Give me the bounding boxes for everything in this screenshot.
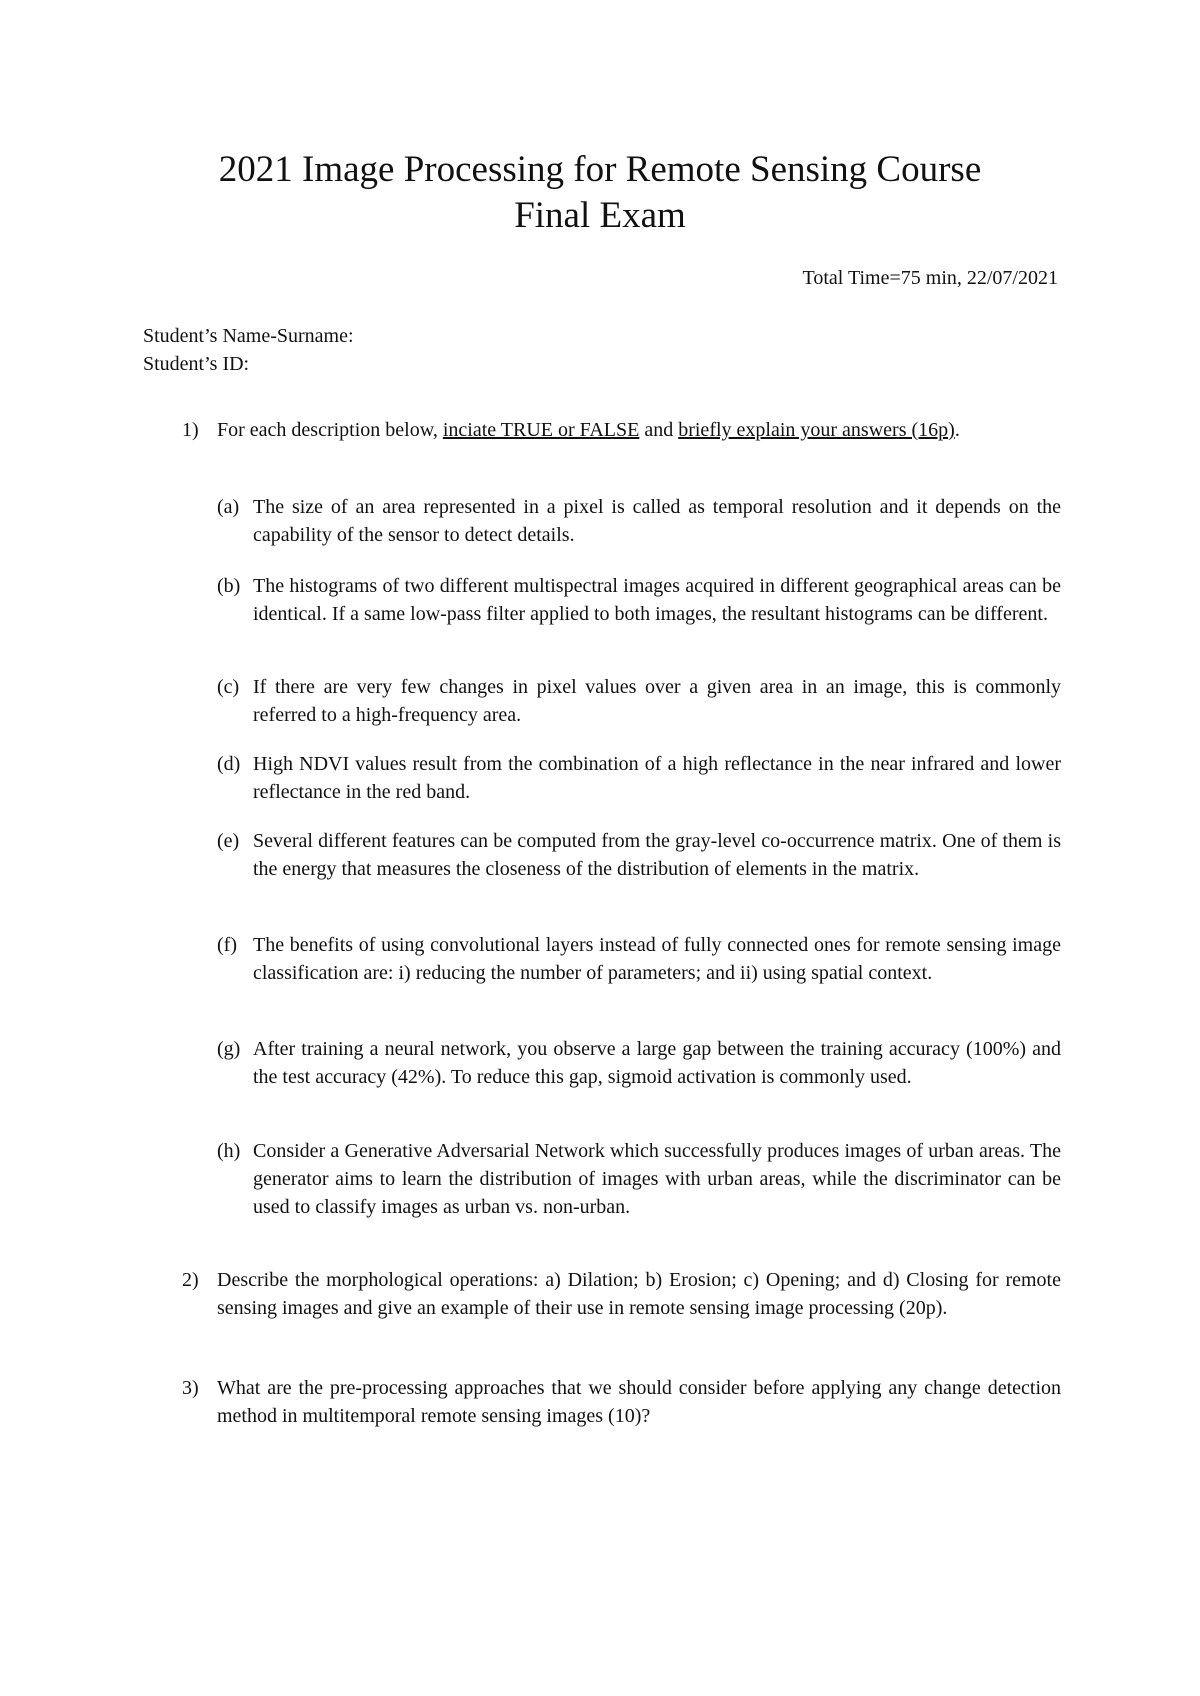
item-label: (d) [217, 753, 241, 775]
exam-subtitle: Final Exam [514, 195, 686, 236]
item-text: After training a neural network, you observe a large gap between the training accuracy (100%) and the test accuracy (42%). To reduce this gap, sigmoid activation is commonly used. [253, 1038, 1061, 1088]
question-1-item-c [217, 673, 1061, 729]
question-number: 1) [182, 419, 199, 441]
item-text: The histograms of two different multispectral images acquired in different geographical areas can be identical. If a same low-pass filter applied to both images, the resultant histograms can be different. [253, 575, 1061, 625]
item-text: If there are very few changes in pixel values over a given area in an image, this is commonly referred to a high-frequency area. [253, 676, 1061, 726]
item-text: The benefits of using convolutional layers instead of fully connected ones for remote sensing image classification are: i) reducing the number of parameters; and ii) using spatial context. [253, 934, 1061, 984]
question-1-item-e [217, 827, 1061, 883]
item-text: Several different features can be computed from the gray-level co-occurrence matrix. One of them is the energy that measures the closeness of the distribution of elements in the matrix. [253, 830, 1061, 880]
question-number: 3) [182, 1377, 199, 1399]
question-2 [183, 1266, 1061, 1322]
question-1-item-f [217, 931, 1061, 987]
question-instruction-underlined: briefly explain your answers (16p) [678, 419, 955, 441]
question-1 [183, 416, 1061, 444]
item-label: (b) [217, 575, 241, 597]
question-text: Describe the morphological operations: a) Dilation; b) Erosion; c) Opening; and d) Closing for remote sensing images and give an example of their use in remote sensing image processing (20p). [217, 1269, 1061, 1319]
item-text: The size of an area represented in a pixel is called as temporal resolution and it depends on the capability of the sensor to detect details. [253, 496, 1061, 546]
question-text-part: . [954, 419, 960, 441]
time-and-date: Total Time=75 min, 22/07/2021 [802, 267, 1058, 289]
question-text-part: For each description below, [217, 419, 443, 441]
question-1-item-b [217, 572, 1061, 628]
question-1-item-g [217, 1035, 1061, 1091]
item-label: (c) [217, 676, 240, 698]
item-label: (g) [217, 1038, 241, 1060]
question-number: 2) [182, 1269, 199, 1291]
item-label: (h) [217, 1140, 241, 1162]
item-text: High NDVI values result from the combination of a high reflectance in the near infrared and lower reflectance in the red band. [253, 753, 1061, 803]
question-text: What are the pre-processing approaches that we should consider before applying any change detection method in multitemporal remote sensing images (10)? [217, 1377, 1061, 1427]
question-instruction-underlined: inciate TRUE or FALSE [442, 419, 640, 441]
question-1-item-h [217, 1137, 1061, 1221]
exam-title: 2021 Image Processing for Remote Sensing Course [218, 149, 982, 190]
question-text [217, 416, 1061, 444]
item-text: Consider a Generative Adversarial Network which successfully produces images of urban areas. The generator aims to learn the distribution of images with urban areas, while the discriminator can be used to classify images as urban vs. non-urban. [253, 1140, 1061, 1218]
item-label: (f) [217, 934, 237, 956]
question-1-item-d [217, 750, 1061, 806]
question-3 [183, 1374, 1061, 1430]
student-id-label: Student’s ID: [143, 353, 250, 375]
student-name-label: Student’s Name-Surname: [143, 325, 354, 347]
question-text-part: and [639, 419, 679, 441]
item-label: (a) [217, 496, 240, 518]
question-1-item-a [217, 493, 1061, 549]
item-label: (e) [217, 830, 240, 852]
